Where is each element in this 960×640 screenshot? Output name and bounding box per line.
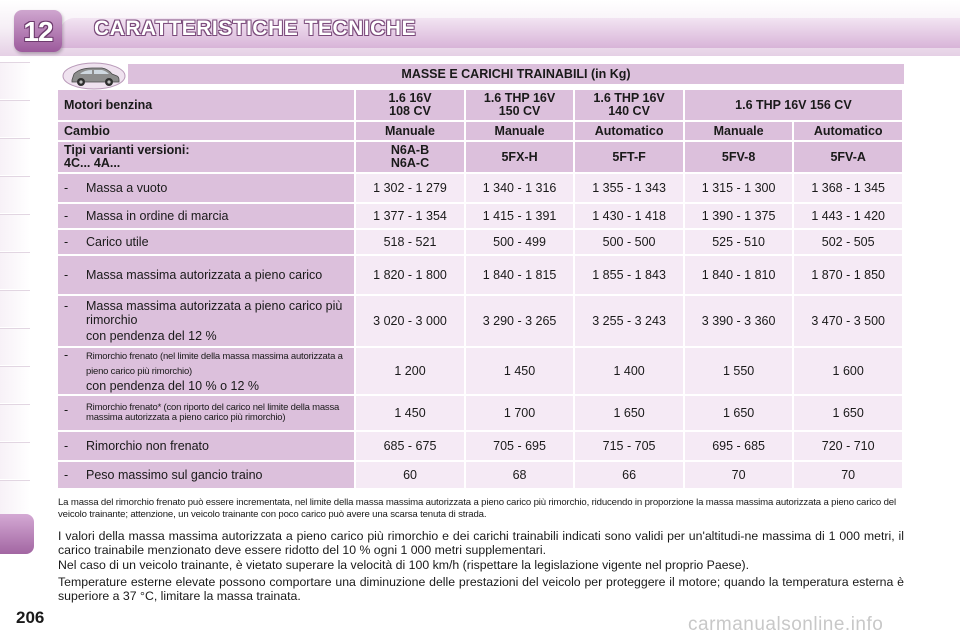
chapter-tab[interactable] [0, 176, 30, 213]
table-cell: 3 290 - 3 265 [466, 296, 574, 346]
bullet-dash: - [64, 268, 69, 282]
table-row [58, 432, 902, 460]
table-cell: 1 650 [575, 396, 683, 430]
bullet-dash: - [64, 348, 69, 362]
bullet-dash: - [64, 209, 69, 223]
row-label [58, 296, 354, 346]
engine-cell [466, 90, 574, 120]
row-label-sub: con pendenza del 12 % [86, 328, 217, 343]
table-row [58, 204, 902, 228]
table-cell: 1 840 - 1 815 [466, 256, 574, 294]
footnote: La massa del rimorchio frenato può essere incrementata, nel limite della massa massima autorizzata a pieno carico più rimorchio, riducendo in proporzione la massa massima autorizzata a pieno carico del veicolo trainante; attenzione, un veicolo trainante con poco carico può avere una scarsa tenuta di strada. [58, 497, 896, 520]
chapter-tab[interactable] [0, 214, 30, 251]
table-cell: 1 443 - 1 420 [794, 204, 902, 228]
temperature-note: Temperature esterne elevate possono comportare una diminuzione delle prestazioni del veicolo per proteggere il motore; quando la temperatura esterna è superiore a 37 °C, limitare la massa trainata. [58, 575, 904, 603]
variant-code: N6A-B [390, 143, 430, 157]
table-cell: 68 [466, 462, 574, 488]
engine-power: 108 CV [389, 104, 431, 118]
row-label [58, 204, 354, 228]
altitude-note: I valori della massa massima autorizzata a pieno carico più rimorchio e dei carichi trainabili indicati sono validi per un'altitudi-ne massima di 1 000 metri, il carico trainabile menzionato deve essere ridotto del 10 % ogni 1 000 metri supplementari. [58, 529, 904, 557]
row-label [58, 348, 354, 394]
row-label [58, 432, 354, 460]
table-cell: 1 430 - 1 418 [575, 204, 683, 228]
table-cell: 3 390 - 3 360 [685, 296, 793, 346]
table-cell: 715 - 705 [575, 432, 683, 460]
variants-label-line: Tipi varianti versioni: [64, 143, 190, 157]
engine-power: 150 CV [498, 104, 541, 118]
chapter-tab[interactable] [0, 62, 30, 99]
table-cell: 1 870 - 1 850 [794, 256, 902, 294]
engine-name: 1.6 16V [388, 91, 432, 105]
table-cell: 1 368 - 1 345 [794, 174, 902, 202]
chapter-number: 12 [23, 16, 53, 47]
table-cell: 720 - 710 [794, 432, 902, 460]
table-title: MASSE E CARICHI TRAINABILI (in Kg) [128, 64, 904, 84]
chapter-tab[interactable] [0, 366, 30, 403]
row-label-text: Massa a vuoto [86, 181, 168, 195]
table-cell: 1 600 [794, 348, 902, 394]
page-header [0, 0, 960, 56]
table-cell: 502 - 505 [794, 230, 902, 254]
table-cell: 1 650 [794, 396, 902, 430]
bullet-dash: - [64, 402, 69, 417]
chapter-tab[interactable] [0, 404, 30, 441]
gearbox-cell: Manuale [685, 122, 793, 140]
table-cell: 705 - 695 [466, 432, 574, 460]
chapter-tab[interactable] [0, 290, 30, 327]
table-cell: 685 - 675 [356, 432, 464, 460]
table-cell: 1 390 - 1 375 [685, 204, 793, 228]
table-cell: 1 415 - 1 391 [466, 204, 574, 228]
bullet-dash: - [64, 181, 69, 195]
bullet-dash: - [64, 235, 69, 249]
table-row [58, 174, 902, 202]
table-row [58, 230, 902, 254]
table-cell: 1 450 [356, 396, 464, 430]
page-number: 206 [16, 608, 45, 627]
table-cell: 1 855 - 1 843 [575, 256, 683, 294]
table-row [58, 462, 902, 488]
table-cell: 1 340 - 1 316 [466, 174, 574, 202]
row-label-text: Massa massima autorizzata a pieno carico [86, 268, 323, 282]
bullet-dash: - [64, 468, 69, 482]
variant-cell: 5FX-H [466, 142, 574, 172]
table-cell: 1 355 - 1 343 [575, 174, 683, 202]
row-label-text: Rimorchio frenato* (con riporto del carico nel limite della massa massima autorizzata a pieno carico più rimorchio) [86, 401, 340, 423]
table-cell: 3 255 - 3 243 [575, 296, 683, 346]
table-row [58, 348, 902, 394]
gearbox-cell: Automatico [575, 122, 683, 140]
table-cell: 70 [794, 462, 902, 488]
variant-cell: 5FT-F [575, 142, 683, 172]
row-label-main: Rimorchio frenato (nel limite della massa massima autorizzata a pieno carico più rimorchio) [86, 351, 343, 377]
engine-label: Motori benzina [58, 90, 354, 120]
chapter-tabs [0, 62, 30, 562]
table-cell: 695 - 685 [685, 432, 793, 460]
table-cell: 1 377 - 1 354 [356, 204, 464, 228]
row-label [58, 396, 354, 430]
chapter-tab[interactable] [0, 442, 30, 479]
row-label-text: Massa in ordine di marcia [86, 209, 229, 223]
engine-cell [356, 90, 464, 120]
engine-name: 1.6 THP 16V [593, 91, 665, 105]
towing-masses-table [56, 88, 904, 490]
gearbox-cell: Manuale [466, 122, 574, 140]
table-row [58, 256, 902, 294]
table-cell: 518 - 521 [356, 230, 464, 254]
variant-code: N6A-C [390, 156, 430, 170]
bullet-dash: - [64, 439, 69, 453]
row-label-text [86, 348, 350, 394]
table-cell: 1 550 [685, 348, 793, 394]
table-cell: 1 840 - 1 810 [685, 256, 793, 294]
chapter-tab[interactable] [0, 480, 30, 517]
chapter-tab[interactable] [0, 100, 30, 137]
variants-row [58, 142, 902, 172]
variant-cell: 5FV-A [794, 142, 902, 172]
table-cell: 3 470 - 3 500 [794, 296, 902, 346]
table-cell: 1 302 - 1 279 [356, 174, 464, 202]
row-label-text: Rimorchio non frenato [86, 439, 209, 453]
gearbox-cell: Manuale [356, 122, 464, 140]
gearbox-label: Cambio [58, 122, 354, 140]
watermark: carmanualsonline.info [688, 614, 884, 635]
engine-row [58, 90, 902, 120]
variants-label-line: 4C... 4A... [64, 156, 121, 170]
gearbox-cell: Automatico [794, 122, 902, 140]
row-label [58, 230, 354, 254]
table-cell: 3 020 - 3 000 [356, 296, 464, 346]
car-icon [62, 60, 126, 90]
row-label [58, 174, 354, 202]
table-cell: 66 [575, 462, 683, 488]
variant-cell: 5FV-8 [685, 142, 793, 172]
row-label [58, 462, 354, 488]
row-label-sub: con pendenza del 10 % o 12 % [86, 379, 260, 393]
engine-cell [575, 90, 683, 120]
page-title: CARATTERISTICHE TECNICHE [94, 17, 416, 40]
bullet-dash: - [64, 298, 69, 313]
row-label-main: Massa massima autorizzata a pieno carico più rimorchio [86, 298, 343, 327]
row-label [58, 256, 354, 294]
table-cell: 500 - 499 [466, 230, 574, 254]
table-cell: 1 450 [466, 348, 574, 394]
chapter-tab[interactable] [0, 328, 30, 365]
chapter-tab[interactable] [0, 252, 30, 289]
chapter-tab[interactable] [0, 138, 30, 175]
table-cell: 525 - 510 [685, 230, 793, 254]
chapter-badge[interactable] [14, 10, 62, 52]
engine-name: 1.6 THP 16V [483, 91, 556, 105]
table-cell: 1 400 [575, 348, 683, 394]
table-row [58, 296, 902, 346]
table-cell: 70 [685, 462, 793, 488]
engine-name: 1.6 THP 16V 156 CV [735, 97, 852, 112]
table-cell: 1 315 - 1 300 [685, 174, 793, 202]
table-cell: 60 [356, 462, 464, 488]
variants-label [58, 142, 354, 172]
variant-cell [356, 142, 464, 172]
chapter-tab-active[interactable] [0, 514, 34, 554]
table-cell: 1 200 [356, 348, 464, 394]
table-row [58, 396, 902, 430]
row-label-text: Carico utile [86, 235, 149, 249]
row-label-text [86, 299, 350, 344]
row-label-text: Peso massimo sul gancio traino [86, 468, 263, 482]
table-cell: 500 - 500 [575, 230, 683, 254]
gearbox-row [58, 122, 902, 140]
speed-note: Nel caso di un veicolo trainante, è vietato superare la velocità di 100 km/h (rispettare la legislazione vigente nel proprio Paese). [58, 558, 750, 572]
table-cell: 1 650 [685, 396, 793, 430]
engine-cell [685, 90, 902, 120]
table-cell: 1 820 - 1 800 [356, 256, 464, 294]
table-cell: 1 700 [466, 396, 574, 430]
engine-power: 140 CV [608, 104, 650, 118]
